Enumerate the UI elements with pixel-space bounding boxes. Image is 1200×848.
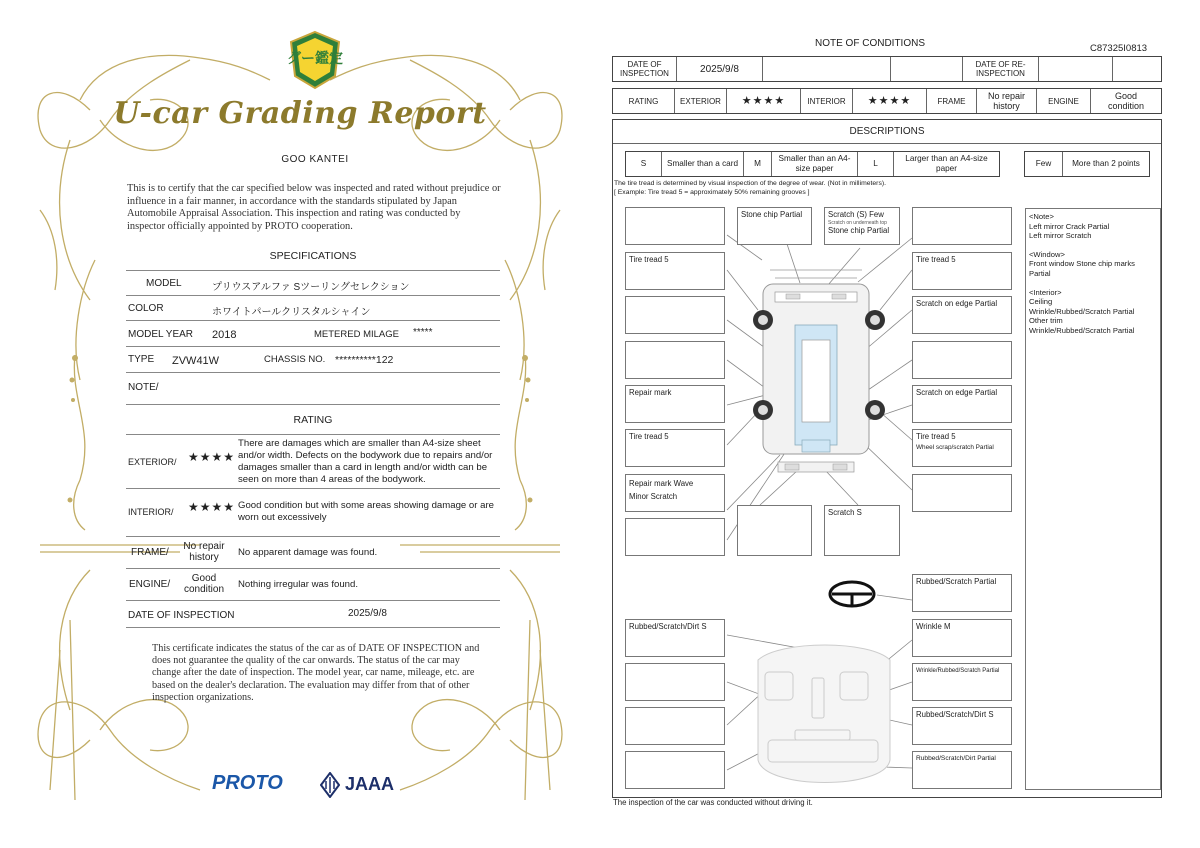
color-label: COLOR	[128, 303, 164, 314]
report-title: U-car Grading Report	[113, 96, 487, 131]
divider	[126, 434, 500, 435]
interior-line: Wrinkle/Rubbed/Scratch Partial	[1029, 306, 1135, 316]
type-value: ZVW41W	[172, 355, 220, 367]
model-row	[126, 272, 500, 296]
inspection-date-row	[126, 601, 500, 628]
condition-box-tire-rr	[912, 429, 1012, 467]
jaaa-logo: JAAA	[345, 774, 395, 794]
legend-few-text: More than 2 points	[1072, 159, 1140, 169]
note-line: Left mirror Scratch	[1029, 231, 1092, 241]
model-label: MODEL	[146, 278, 182, 289]
condition-box: Scratch on edge Partial	[912, 385, 1012, 423]
condition-text: Wheel scrap/scratch Partial	[916, 444, 994, 451]
interior-stars: ★★★★	[188, 500, 236, 514]
condition-box: Rubbed/Scratch/Dirt S	[625, 619, 725, 657]
engine-rating-row	[126, 569, 500, 601]
model-value: プリウスアルファ Sツーリングセレクション	[212, 282, 410, 293]
condition-text: Stone chip Partial	[828, 226, 890, 235]
legend-s: S	[626, 152, 662, 176]
condition-box: Tire tread 5	[625, 429, 725, 467]
condition-box-empty	[625, 207, 725, 245]
condition-box-empty	[625, 296, 725, 334]
interior-description: Good condition but with some areas showing damage or are worn out excessively	[238, 500, 494, 523]
frame-value: No repair history	[183, 541, 225, 563]
badge-text: グー鑑定	[287, 50, 343, 66]
certificate-disclaimer: This certificate indicates the status of the car as of DATE OF INSPECTION and does not guarantee the quality of the car onwards. The status of the car may change after the date of inspection. The model year, car name, mileage, etc. are based on the dealer's declaration. The evaluation may differ from that of other inspection organizations.	[152, 643, 480, 703]
legend-m-text: Smaller than an A4-size paper	[772, 152, 858, 176]
condition-box-empty	[625, 518, 725, 556]
additional-notes-panel	[1025, 208, 1161, 790]
type-label: TYPE	[128, 354, 155, 365]
model-year-row	[126, 321, 500, 347]
condition-box-empty	[912, 474, 1012, 512]
condition-box-repair-wave	[625, 474, 725, 512]
inspection-date-label: DATE OF INSPECTION	[128, 610, 235, 621]
frame-value: No repair history	[987, 91, 1025, 111]
report-subtitle: GOO KANTEI	[281, 154, 349, 165]
milage-value: *****	[413, 327, 433, 338]
note-heading: <Note>	[1029, 212, 1054, 221]
model-year-value: 2018	[212, 329, 237, 341]
model-year-label: MODEL YEAR	[128, 329, 194, 340]
tire-note-line-2: [ Example: Tire tread 5 = approximately 50% remaining grooves ]	[614, 189, 810, 196]
legend-l: L	[858, 152, 894, 176]
frame-label: FRAME	[937, 96, 966, 106]
rating-label: RATING	[628, 96, 659, 106]
date-value: 2025/9/8	[700, 63, 739, 75]
condition-text: Repair mark Wave	[629, 479, 694, 488]
date-label: DATE OF INSPECTION	[620, 60, 669, 78]
exterior-label: EXTERIOR/	[128, 457, 177, 467]
condition-box-empty	[625, 341, 725, 379]
milage-label: METERED MILAGE	[314, 329, 399, 340]
certification-statement: This is to certify that the car specified below was inspected and rated without prejudice or influence in a fair manner, in accordance with the standards stipulated by Japan Automobile Appraisal Association. This inspection and rating was conducted by inspector officially appointed by PROTO cooperation.	[127, 183, 501, 232]
chassis-value: **********122	[335, 354, 394, 366]
descriptions-heading: DESCRIPTIONS	[613, 120, 1161, 144]
engine-value: Good condition	[183, 573, 225, 595]
window-line: Front window Stone chip marks Partial	[1029, 259, 1135, 278]
condition-box-scratch-few	[824, 207, 900, 245]
condition-box: Scratch on edge Partial	[912, 296, 1012, 334]
note-row	[126, 373, 500, 405]
chassis-label: CHASSIS NO.	[264, 354, 326, 365]
legend-s-text: Smaller than a card	[662, 152, 744, 176]
jaaa-emblem-icon	[320, 772, 340, 798]
interior-stars: ★★★★	[867, 94, 912, 107]
condition-box: Scratch S	[824, 505, 900, 556]
condition-box: Tire tread 5	[625, 252, 725, 290]
condition-box: Rubbed/Scratch Partial	[912, 574, 1012, 612]
proto-logo: PROTO	[212, 772, 283, 794]
frame-label: FRAME/	[131, 547, 169, 558]
inspection-date-value: 2025/9/8	[348, 608, 387, 619]
condition-box: Wrinkle M	[912, 619, 1012, 657]
condition-box: Tire tread 5	[912, 252, 1012, 290]
condition-box: Repair mark	[625, 385, 725, 423]
note-line: Left mirror Crack Partial	[1029, 221, 1110, 231]
condition-box-empty	[912, 341, 1012, 379]
logo-bar	[210, 770, 410, 800]
condition-box-empty	[625, 707, 725, 745]
condition-box-empty	[625, 751, 725, 789]
legend-m: M	[744, 152, 772, 176]
interior-label: INTERIOR	[807, 96, 846, 106]
car-interior-view	[758, 645, 890, 783]
color-value: ホワイトパールクリスタルシャイン	[212, 307, 371, 318]
condition-box-empty	[625, 663, 725, 701]
window-heading: <Window>	[1029, 249, 1065, 259]
note-of-conditions	[600, 0, 1200, 848]
interior-line: Other trim	[1029, 316, 1063, 326]
engine-label: ENGINE	[1048, 96, 1079, 106]
exterior-label: EXTERIOR	[680, 96, 721, 106]
exterior-stars: ★★★★	[188, 450, 236, 464]
condition-subtext: Scratch on underneath top	[828, 220, 887, 226]
engine-label: ENGINE/	[129, 579, 171, 590]
car-top-view	[763, 270, 869, 472]
condition-box-empty	[737, 505, 812, 556]
rating-heading: RATING	[293, 414, 333, 426]
interior-line: Wrinkle/Rubbed/Scratch Partial	[1029, 325, 1135, 335]
engine-value: Good condition	[1107, 91, 1145, 111]
no-drive-disclaimer: The inspection of the car was conducted without driving it.	[613, 798, 813, 807]
type-row	[126, 347, 500, 373]
steering-wheel-icon	[830, 582, 874, 606]
interior-rating-row	[126, 489, 500, 537]
frame-rating-row	[126, 537, 500, 569]
frame-description: No apparent damage was found.	[238, 547, 378, 558]
note-title: NOTE OF CONDITIONS	[815, 38, 925, 49]
specifications-heading: SPECIFICATIONS	[269, 250, 357, 262]
condition-box: Rubbed/Scratch/Dirt S	[912, 707, 1012, 745]
note-label: NOTE/	[128, 382, 159, 393]
interior-heading: <Interior>	[1029, 287, 1062, 297]
condition-box: Rubbed/Scratch/Dirt Partial	[912, 751, 1012, 789]
condition-box: Wrinkle/Rubbed/Scratch Partial	[912, 663, 1012, 701]
color-row	[126, 296, 500, 321]
tire-note-line-1: The tire tread is determined by visual inspection of the degree of wear. (Not in millimeters).	[614, 180, 886, 187]
condition-text: Minor Scratch	[629, 492, 678, 501]
exterior-description: There are damages which are smaller than A4-size sheet and/or width. Defects on the bodywork due to repairs and/or damages smaller than a card in length and/or width can be seen on more than 4 areas of the bodywork.	[238, 438, 493, 485]
divider	[126, 270, 500, 271]
condition-text: Scratch (S) Few	[828, 210, 884, 219]
legend-l-text: Larger than an A4-size paper	[905, 154, 988, 173]
exterior-rating-row	[126, 436, 500, 489]
condition-box-empty	[912, 207, 1012, 245]
exterior-stars: ★★★★	[741, 94, 786, 107]
engine-description: Nothing irregular was found.	[238, 579, 358, 590]
legend-few: Few	[1025, 152, 1063, 176]
reinspect-label: DATE OF RE-INSPECTION	[975, 60, 1026, 78]
condition-box: Stone chip Partial	[737, 207, 812, 245]
goo-kantei-badge-icon	[287, 30, 343, 90]
condition-text: Tire tread 5	[916, 432, 956, 441]
interior-line: Ceiling	[1029, 297, 1053, 307]
interior-label: INTERIOR/	[128, 507, 174, 517]
report-code: C87325I0813	[1090, 43, 1148, 54]
